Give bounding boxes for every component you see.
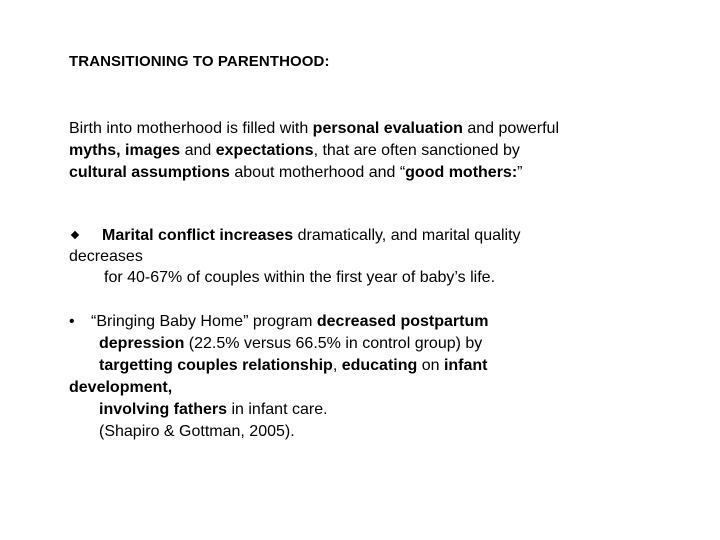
intro-text: ”	[517, 164, 523, 181]
bullet2-emphasis: educating	[341, 357, 418, 374]
bullet2-emphasis: decreased postpartum	[316, 313, 489, 330]
intro-line-1	[69, 118, 669, 140]
bullet2-emphasis: depression	[99, 335, 185, 352]
bullet2-line-5	[69, 399, 689, 421]
bullet-bringing-baby-home	[69, 311, 689, 443]
bullet2-citation: (Shapiro & Gottman, 2005).	[99, 423, 295, 440]
bullet2-line-3	[69, 355, 689, 377]
intro-emphasis: expectations	[215, 142, 314, 159]
intro-text: and powerful	[462, 120, 559, 137]
bullet1-emphasis: Marital conflict increases	[102, 227, 294, 244]
bullet2-line-2	[69, 333, 689, 355]
bullet2-emphasis: infant	[443, 357, 488, 374]
intro-line-2	[69, 140, 669, 162]
intro-emphasis: cultural assumptions	[69, 164, 230, 181]
slide-title: TRANSITIONING TO PARENTHOOD:	[69, 53, 330, 70]
bullet2-text: ,	[332, 357, 342, 374]
intro-emphasis: personal evaluation	[312, 120, 463, 137]
intro-text: Birth into motherhood is filled with	[69, 120, 313, 137]
bullet1-text: dramatically, and marital quality	[293, 227, 521, 244]
bullet1-line-1	[69, 225, 689, 246]
bullet2-text: in infant care.	[227, 401, 328, 418]
round-bullet-icon: •	[69, 313, 75, 330]
intro-emphasis: myths, images	[69, 142, 181, 159]
diamond-bullet-icon	[71, 231, 79, 239]
bullet-marital-conflict	[69, 225, 689, 288]
bullet2-text: on	[417, 357, 444, 374]
bullet2-line-1	[69, 311, 689, 333]
intro-line-3	[69, 162, 669, 184]
bullet2-emphasis: involving fathers	[99, 401, 228, 418]
intro-text: about motherhood and “	[229, 164, 406, 181]
bullet2-emphasis: targetting couples relationship	[99, 357, 333, 374]
intro-emphasis: good mothers:	[405, 164, 518, 181]
bullet1-line-3: for 40-67% of couples within the first year of baby’s life.	[104, 269, 496, 286]
bullet2-text: “Bringing Baby Home” program	[91, 313, 317, 330]
intro-paragraph	[69, 118, 669, 184]
bullet2-text: (22.5% versus 66.5% in control group) by	[184, 335, 483, 352]
bullet1-line-2: decreases	[69, 248, 143, 265]
bullet2-line-4: development,	[69, 379, 173, 396]
intro-text: , that are often sanctioned by	[313, 142, 520, 159]
intro-text: and	[180, 142, 216, 159]
